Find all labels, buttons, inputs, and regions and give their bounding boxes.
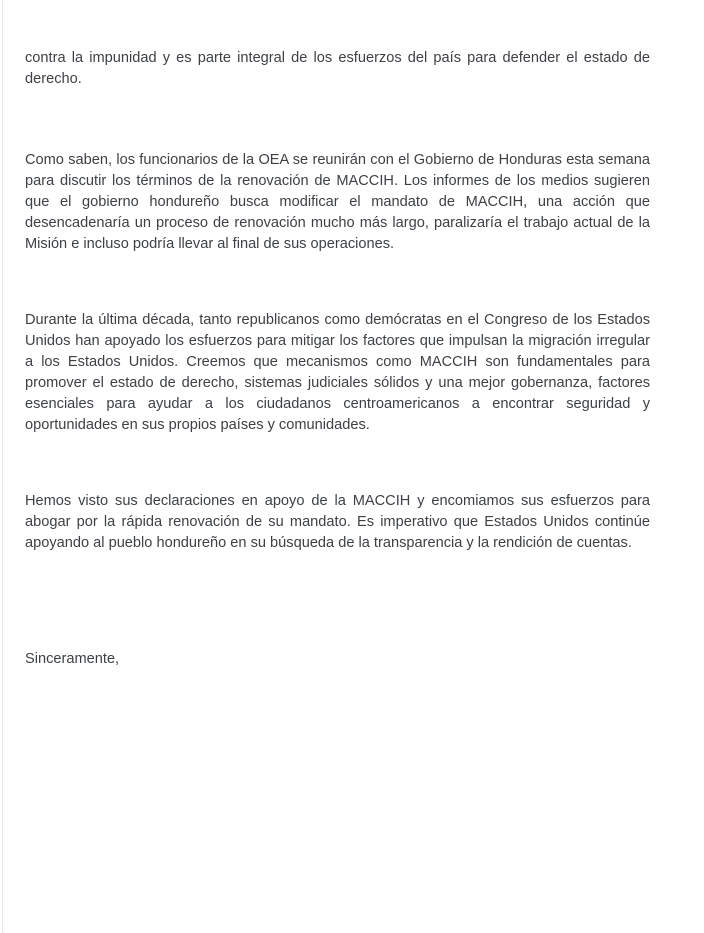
- text-line: Durante la última década, tanto republicanos como demócratas en el Congreso de los Estados: [25, 312, 650, 328]
- text-line: Misión e incluso podría llevar al final de sus operaciones.: [25, 236, 395, 252]
- text-line: Hemos visto sus declaraciones en apoyo de la MACCIH y encomiamos sus esfuerzos para: [25, 493, 650, 509]
- text-line: abogar por la rápida renovación de su mandato. Es imperativo que Estados Unidos continúe: [25, 514, 650, 530]
- text-line: que el gobierno hondureño busca modificar el mandato de MACCIH, una acción que: [25, 194, 650, 210]
- text-line: oportunidades en sus propios países y comunidades.: [25, 417, 370, 433]
- paragraph: [25, 310, 650, 436]
- text-line: derecho.: [25, 71, 82, 87]
- paragraph: [25, 48, 650, 90]
- text-line: esenciales para ayudar a los ciudadanos centroamericanos a encontrar seguridad y: [25, 396, 650, 412]
- text-line: apoyando al pueblo hondureño en su búsqueda de la transparencia y la rendición de cuentas.: [25, 535, 632, 551]
- text-line: a los Estados Unidos. Creemos que mecanismos como MACCIH son fundamentales para: [25, 354, 650, 370]
- text-line: Unidos han apoyado los esfuerzos para mitigar los factores que impulsan la migración irregular: [25, 333, 650, 349]
- letter-body: [25, 48, 650, 670]
- text-line: contra la impunidad y es parte integral de los esfuerzos del país para defender el estado de: [25, 50, 650, 66]
- text-line: desencadenaría un proceso de renovación mucho más largo, paralizaría el trabajo actual de la: [25, 215, 650, 231]
- paragraph: [25, 150, 650, 255]
- text-line: para discutir los términos de la renovación de MACCIH. Los informes de los medios sugieren: [25, 173, 650, 189]
- page-edge-border: [2, 0, 3, 933]
- closing-salutation: Sinceramente,: [25, 651, 120, 667]
- text-line: Como saben, los funcionarios de la OEA se reunirán con el Gobierno de Honduras esta semana: [25, 152, 650, 168]
- paragraph: [25, 491, 650, 554]
- text-line: promover el estado de derecho, sistemas judiciales sólidos y una mejor gobernanza, factores: [25, 375, 650, 391]
